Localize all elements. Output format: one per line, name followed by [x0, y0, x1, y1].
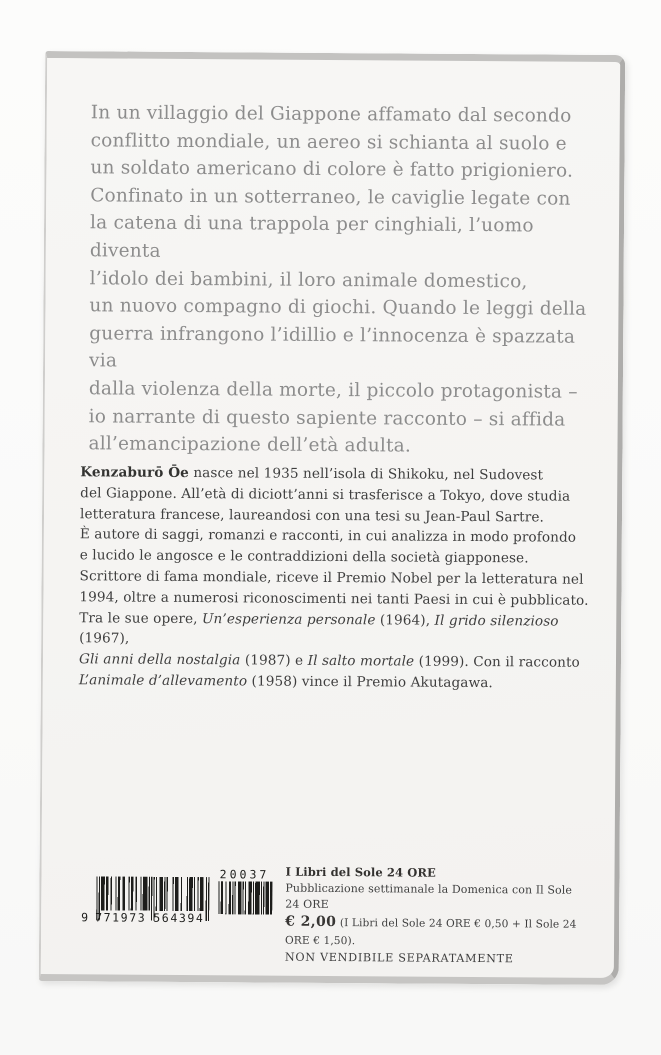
bio-text: (1967),: [79, 630, 130, 647]
barcode-addon-digits: 20037: [219, 867, 270, 882]
bio-book-title: Il grido silenzioso: [434, 612, 559, 630]
series-title: I Libri del Sole 24 ORE: [285, 864, 436, 880]
bio-book-title: Gli anni della nostalgia: [78, 651, 241, 669]
ean13-digits: [81, 910, 204, 925]
ean-group2: 564394: [153, 910, 205, 926]
bio-text: (1958) vince il Premio Akutagawa.: [247, 673, 493, 692]
bio-text: (1987) e: [240, 652, 308, 670]
bio-text: (1964),: [375, 611, 435, 629]
book-back-cover: [39, 51, 625, 985]
bio-book-title: L’animale d’allevamento: [78, 672, 248, 690]
publication-line: Pubblicazione settimanale la Domenica con Il Sole 24 ORE: [285, 881, 573, 911]
not-sold-separately-line: NON VENDIBILE SEPARATAMENTE: [284, 950, 514, 966]
bio-book-title: Il salto mortale: [307, 653, 415, 670]
cover-footer: [41, 862, 615, 966]
price-line: [285, 913, 585, 952]
ean-lead-digit: 9: [81, 910, 89, 925]
synopsis-paragraph: In un villaggio del Giappone affamato dal secondo conflitto mondiale, un aereo si schianta al suolo e un soldato americano di colore è fatto prigioniero. Confinato in un sotterraneo, le caviglie legate con la catena di una trappola per cinghiali, l’uomo diventa l’idolo dei bambini, il loro animale domestico, un nuovo compagno di giochi. Quando le leggi della guerra infrangono l’idillio e l’innocenza è spazzata via dalla violenza della morte, il piccolo protagonista – io narrante di questo sapiente racconto – si affida all’emancipazione dell’età adulta.: [88, 102, 587, 457]
bio-text: nasce nel 1935 nell’isola di Shikoku, nel Sudovest del Giappone. All’età di diciott’anni si trasferisce a Tokyo, dove studia letteratura francese, laureandosi con una tesi su Jean-Paul Sartre. È autore di saggi, romanzi e racconti, in cui analizza in modo profondo e lucido le angosce e le contraddizioni della società giapponese. Scrittore di fama mondiale, riceve il Premio Nobel per la letteratura nel 1994, oltre a numerosi riconoscimenti nei tanti Paesi in cui è pubblicato. Tra le sue opere,: [79, 465, 589, 627]
bio-text: (1999). Con il racconto: [414, 653, 580, 671]
publisher-info: [285, 864, 586, 968]
price-detail: (I Libri del Sole 24 ORE € 0,50 + Il Sole 24 ORE € 1,50).: [285, 917, 577, 948]
ean-group1: 771973: [95, 910, 147, 925]
bio-author-name: Kenzaburō Ōe: [80, 464, 189, 481]
price-value: € 2,00: [285, 913, 337, 931]
ean5-addon-bars: [217, 881, 272, 914]
bio-book-title: Un’esperienza personale: [201, 610, 376, 628]
barcode: [81, 868, 281, 935]
author-bio-paragraph: [79, 462, 591, 694]
